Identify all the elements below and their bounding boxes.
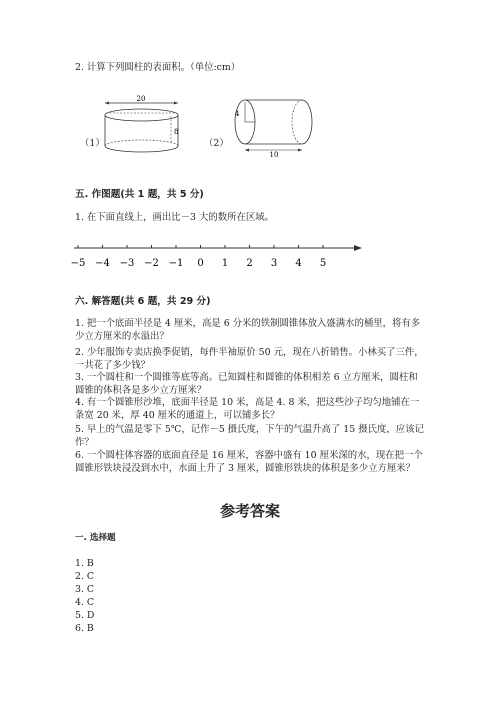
- answer-item: 5. D: [75, 610, 95, 621]
- number-line: [70, 238, 370, 278]
- section5-q1: 1. 在下面直线上，画出比－3 大的数所在区域。: [75, 212, 274, 223]
- fig1-label: （1）: [80, 138, 105, 149]
- cylinder-figure-2: [225, 94, 325, 158]
- answer-item: 2. C: [75, 571, 95, 582]
- section6-q5: 5. 早上的气温是零下 5℃，记作－5 摄氏度，下午的气温升高了 15 摄氏度，应该记作？: [75, 424, 424, 449]
- fig2-radius: 4: [235, 110, 240, 118]
- number-line-label: 0: [197, 258, 204, 269]
- answer-item: 6. B: [75, 623, 94, 634]
- section6-q3: 3. 一个圆柱和一个圆锥等底等高。已知圆柱和圆锥的体积相差 6 立方厘米，圆柱和圆锥的体积各是多少立方厘米？: [75, 372, 418, 397]
- q2-title: 2. 计算下列圆柱的表面积。（单位:cm）: [75, 62, 241, 73]
- number-line-label: 1: [221, 258, 229, 269]
- answers-section1-title: 一. 选择题: [75, 533, 116, 543]
- cylinder-figure-1: [98, 94, 188, 158]
- number-line-label: −1: [168, 258, 184, 269]
- section5-title: 五. 作图题(共 1 题，共 5 分): [75, 189, 204, 200]
- fig1-diameter: 20: [136, 95, 146, 103]
- fig1-height: 8: [174, 128, 179, 136]
- answers-title: 参考答案: [219, 502, 280, 520]
- answer-item: 4. C: [75, 597, 95, 608]
- section6-title: 六. 解答题(共 6 题，共 29 分): [75, 296, 211, 307]
- section6-q4: 4. 有一个圆锥形沙堆，底面半径是 10 米，高是 4. 8 米，把这些沙子均匀地铺在一条宽 20 米，厚 40 厘米的通道上，可以铺多长？: [75, 397, 420, 422]
- number-line-label: −4: [95, 258, 110, 269]
- number-line-label: −2: [144, 258, 159, 269]
- section6-q6: 6. 一个圆柱体容器的底面直径是 16 厘米，容器中盛有 10 厘米深的水，现在把一个圆锥形铁块浸没到水中，水面上升了 3 厘米，圆锥形铁块的体积是多少立方厘米？: [75, 450, 423, 475]
- number-line-label: 4: [295, 258, 302, 269]
- number-line-label: −5: [70, 258, 86, 269]
- number-line-label: −3: [119, 258, 135, 269]
- answer-item: 3. C: [75, 584, 95, 595]
- number-line-label: 2: [246, 258, 253, 269]
- number-line-label: 5: [319, 258, 327, 269]
- section6-q2: 2. 少年服饰专卖店换季促销，每件半袖原价 50 元，现在八折销售。小林买了三件，一共花了多少钱？: [75, 347, 424, 372]
- fig2-label: （2）: [204, 138, 229, 149]
- number-line-label: 3: [270, 258, 278, 269]
- fig2-length: 10: [269, 151, 279, 158]
- answer-item: 1. B: [75, 558, 94, 569]
- section6-q1: 1. 把一个底面半径是 4 厘米，高是 6 分米的铁制圆锥体放入盛满水的桶里，将有多少立方厘米的水溢出？: [75, 318, 421, 343]
